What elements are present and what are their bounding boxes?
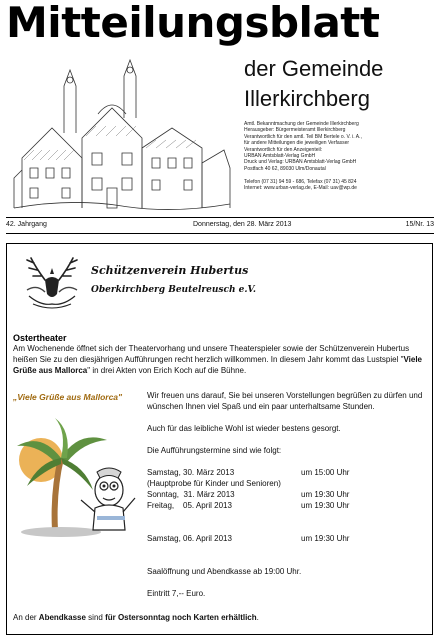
subtitle-line-2: Illerkirchberg [244, 86, 370, 111]
schedule-column [147, 390, 427, 599]
schedule-row [147, 500, 427, 511]
schedule-time: um 19:30 Uhr [301, 534, 350, 543]
doors-info: Saalöffnung und Abendkasse ab 19:00 Uhr. [147, 567, 302, 576]
palm-tree-cartoon-icon [11, 412, 141, 540]
schedule-time: um 15:00 Uhr [301, 468, 350, 477]
footer-text: . [256, 613, 259, 622]
masthead-subtitle [244, 54, 383, 114]
schedule-day: Sonntag, 31. März 2013 [147, 490, 235, 499]
footer-bold: Abendkasse [38, 613, 86, 622]
schedule-day: (Hauptprobe für Kinder und Senioren) [147, 479, 281, 488]
imprint-line: Amtl. Bekanntmachung der Gemeinde Illerkirchberg [244, 121, 359, 127]
intro-text-end: " in drei Akten von Erich Koch auf die Bühne. [87, 366, 247, 375]
club-name: Schützenverein Hubertus [91, 264, 249, 277]
welcome-paragraph: Wir freuen uns darauf, Sie bei unseren Vorstellungen begrüßen zu dürfen und wünschen Ihnen viel Spaß und ein paar unterhaltsame Stunden. [147, 391, 423, 411]
intro-text: Am Wochenende öffnet sich der Theatervorhang und unsere Theaterspieler sowie der Schützenverein Hubertus heißen Sie zu den diesjährigen Aufführungen recht herzlich willkommen. In diesem Jahr kommt das Lustspiel " [13, 344, 410, 364]
box-office-note [13, 613, 427, 622]
imprint-line: Druck und Verlag: URBAN Amtsblatt-Verlag GmbH [244, 159, 357, 166]
schedule-time: um 19:30 Uhr [301, 501, 350, 510]
issue-rule-bottom [6, 233, 434, 234]
schedule-day: Samstag, 06. April 2013 [147, 534, 232, 543]
town-illustration [12, 58, 232, 213]
schedule-row-late [147, 533, 427, 544]
intro-paragraph [13, 343, 427, 376]
imprint-line: URBAN Amtsblatt-Verlag GmbH [244, 153, 316, 160]
issue-date: Donnerstag, den 28. März 2013 [193, 221, 292, 228]
schedule-row [147, 478, 427, 489]
schedule-row [147, 467, 427, 478]
club-place: Oberkirchberg Beutelreusch e.V. [91, 285, 257, 295]
intro-play-name: Viele Grüße aus Mallorca [13, 355, 422, 375]
contact-line: Telefon (07 31) 94 59 - 686, Telefax (07 31) 45 824 [244, 178, 357, 185]
issue-rule-top [6, 217, 434, 218]
imprint-block [244, 121, 434, 191]
imprint-line: Herausgeber: Bürgermeisteramt Illerkirchberg [244, 127, 346, 134]
contact-line: Internet: www.urban-verlag.de, E-Mail: uav@wp.de [244, 185, 357, 192]
schedule-day: Samstag, 30. März 2013 [147, 468, 235, 477]
masthead-title: Mitteilungsblatt [6, 0, 380, 47]
imprint-line: für andere Mitteilungen die jeweiligen Verfasser [244, 140, 350, 147]
footer-text: sind [85, 613, 106, 622]
schedule-intro: Die Aufführungstermine sind wie folgt: [147, 446, 282, 455]
schedule-day: Freitag, 05. April 2013 [147, 501, 232, 510]
section-heading: Ostertheater [13, 333, 67, 343]
subtitle-line-1: der Gemeinde [244, 56, 384, 81]
deer-crest-icon [21, 250, 83, 312]
issue-number: 15/Nr. 13 [405, 221, 434, 228]
schedule-row [147, 489, 427, 500]
catering-paragraph: Auch für das leibliche Wohl ist wieder bestens gesorgt. [147, 424, 341, 433]
play-title: „Viele Grüße aus Mallorca" [13, 392, 123, 402]
schedule-time: um 19:30 Uhr [301, 490, 350, 499]
footer-bold: für Ostersonntag noch Karten erhältlich [105, 613, 257, 622]
theater-ad [6, 243, 433, 635]
imprint-line: Postfach 40 62, 89030 Ulm/Donautal [244, 165, 326, 172]
entry-price: Eintritt 7,-- Euro. [147, 589, 206, 598]
footer-text: An der [13, 613, 39, 622]
imprint-line: Verantwortlich für den amtl. Teil BM Bertele o. V. i. A., [244, 133, 362, 140]
issue-volume: 42. Jahrgang [6, 221, 47, 228]
imprint-line: Verantwortlich für den Anzeigenteil: [244, 146, 323, 153]
